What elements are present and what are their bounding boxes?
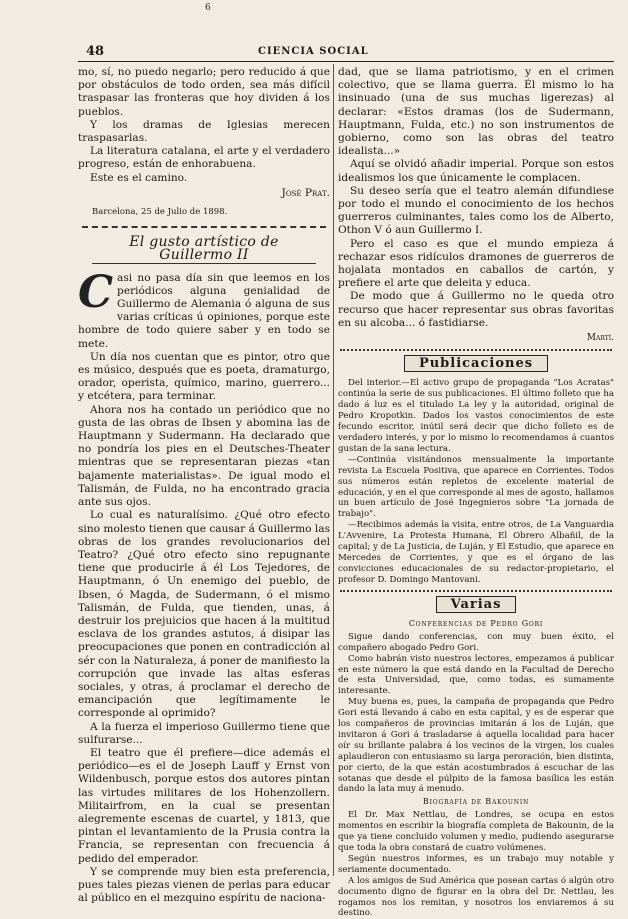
subheading: Biografía de Bakounin [422,797,530,807]
page-number: 48 [86,44,105,59]
ornamental-rule [340,590,612,592]
paragraph: asi no pasa día sin que leemos en los periódicos alguna genialidad de Guillermo de Alemania ó alguna de sus varias críticas ú opiniones, porque este hombre de todo quiere saber y en todo se mete. [78,271,330,350]
paragraph: Ahora nos ha contado un periódico que no gusta de las obras de Ibsen y abomina las de Hauptmann y Sudermann. Ha declarado que no pondría los pies en el Deutsches-Theater mientras que se representaran piezas «tan bajamente materialistas». De igual modo el Talismán, de Fulda, no ha encontrado gracia ante sus ojos. [78,403,330,509]
signature: José Prat. [281,186,330,199]
signature: Martí. [586,333,614,344]
dateline: Barcelona, 25 de Julio de 1898. [92,207,228,218]
section-heading-label: Varias [436,596,517,613]
section-heading-label: Publicaciones [404,355,548,372]
paragraph: La literatura catalana, el arte y el verdadero progreso, están de enhorabuena. [78,145,330,171]
paragraph: Un día nos cuentan que es pintor, otro que es músico, después que es poeta, dramaturgo, orador, operista, químico, marino, guerrero... y etcétera, para terminar. [78,350,330,403]
publicaciones-section [338,378,614,585]
left-column [78,66,330,905]
ornamental-rule [340,349,612,351]
paragraph: El teatro que él prefiere—dice además el periódico—es el de Joseph Lauff y Ernst von Wildenbusch, porque estos dos autores pintan las virtudes militares de los Hohenzollern. Militairfrom, en la cual se presentan alegremente escenas de cuartel, y 1813, que pintan el levantamiento de la Prusia contra la Francia, se representan con frecuencia á pedido del emperador. [78,746,330,865]
ornamental-rule [82,226,326,230]
section-heading-publicaciones [338,355,614,372]
paragraph: Y los dramas de Iglesias merecen traspasarlas. [78,118,330,145]
paragraph: Este es el camino. [90,171,188,184]
paragraph: mo, sí, no puedo negarlo; pero reducido á que por obstáculos de todo orden, sea más difícil traspasar las fronteras que hoy dividen á los pueblos. [78,66,330,118]
header-rule [78,61,614,62]
paragraph: A la fuerza el imperioso Guillermo tiene que sulfurarse... [78,720,330,746]
top-mark: 6 [205,3,211,13]
paragraph: Según nuestros informes, es un trabajo muy notable y seriamente documentado. [338,853,614,875]
paragraph: Aquí se olvidó añadir imperial. Porque son estos idealismos los que únicamente le complacen. [338,158,614,184]
section-heading-varias [338,596,614,613]
column-divider [333,64,334,876]
paragraph: Pero el caso es que el mundo empieza á rechazar esos ridículos dramones de guerreros de hojalata montados en caballos de cartón, y prefiere el arte que deleita y educa. [338,237,614,290]
paragraph: De modo que á Guillermo no le queda otro recurso que hacer representar sus obras favoritas en su alcoba... ó fastidiarse. [338,290,614,329]
article-title: El gusto artístico de Guillermo II [92,236,316,263]
drop-cap: C [78,266,114,318]
paragraph: Y se comprende muy bien esta preferencia, pues tales piezas vienen de perlas para educar al público en el mezquino espíritu de naciona- [78,865,330,905]
paragraph: —Recibimos además la visita, entre otros, de La Vanguardia L'Avvenire, La Protesta Humana, El Obrero Albañil, de la capital; y de La Justicia, de Luján, y El Estudio, que aparece en Mercedes de Corrientes, y que es el órgano de las convicciones educacionales de su redactor-propietario, el profesor D. Domingo Mantovani. [338,520,614,585]
paragraph: Muy buena es, pues, la campaña de propaganda que Pedro Gori está llevando á cabo en esta capital, y es de esperar que los compañeros de provincias imitarán á los de Luján, que invitaron á Gori á trasladarse á aquella localidad para hacer oír su brillante palabra á los vecinos de la virgen, los cuales aplaudieron con entusiasmo su larga peroración, bien distinta, por cierto, de la que están acostumbrados á escuchar de las sotanas que desde el púlpito de la famosa basílica les están dando la lata muy á menudo. [338,697,614,795]
paragraph: El Dr. Max Nettlau, de Londres, se ocupa en estos momentos en escribir la biografía completa de Bakounin, de la que ya tiene concluido volumen y medio, pudiendo asegurarse que toda la obra constará de cuatro volúmenes. [338,810,614,854]
paragraph: Como habrán visto nuestros lectores, empezamos á publicar en este número la que está dando en la Facultad de Derecho de esta Universidad, que, como todas, es sumamente interesante. [338,653,614,697]
paragraph: A los amigos de Sud América que posean cartas ó algún otro documento digno de figurar en la obra del Dr. Nettlau, les rogamos nos los remitan, y nosotros los enviaremos á su destino. [338,875,614,919]
subheading: Conferencias de Pedro Gori [408,618,544,628]
paragraph: —Continúa visitándonos mensualmente la importante revista La Escuela Positiva, que aparece en Corrientes. Todos sus números están repletos de excelente material de educación, y en el que corresponde al mes de agosto, hallamos un buen artículo de José Ingegnieros sobre "La jornada de trabajo". [338,454,614,520]
paragraph: Lo cual es naturalísimo. ¿Qué otro efecto sino molesto tienen que causar á Guillermo las obras de los grandes revolucionarios del Teatro? ¿Qué otro efecto sino repugnante tiene que producirle á él Los Tejedores, de Hauptmann, ó Un enemigo del pueblo, de Ibsen, ó Magda, de Sudermann, ó el mismo Talismán, de Fulda, que tienden, unas, á destruir los prejuicios que hacen á la multitud esclava de los grandes astutos, á disipar las preocupaciones que ponen en contradicción al sér con la Naturaleza, á poner de manifiesto la corrupción que invade las altas esferas sociales, y otras, á proclamar el derecho de emancipación que legítimamente le corresponde al oprimido? [78,509,331,720]
right-column [338,66,614,919]
varias-section [338,619,614,919]
paragraph: Sigue dando conferencias, con muy buen éxito, el compañero abogado Pedro Gori. [338,631,614,653]
running-title: CIENCIA SOCIAL [258,46,369,57]
paragraph: dad, que se llama patriotismo, y en el crimen colectivo, que se llama guerra. Él mismo lo ha insinuado (una de sus muchas ligerezas) al declarar: «Estos dramas (los de Sudermann, Hauptmann, Fulda, etc.) no son instrumentos de gobierno, como son las obras del teatro idealista...» [338,66,614,158]
paragraph: Del interior.—El activo grupo de propaganda "Los Acratas" continúa la serie de sus publicaciones. El último folleto que ha dado á luz es el titulado La ley y la autoridad, original de Pedro Kropotkin. Dados los vastos conocimientos de este fecundo escritor, inútil será decir que dicho folleto es de verdadero interés, y por lo mismo lo recomendamos á cuantos gustan de la sana lectura. [338,378,614,454]
paragraph: Su deseo sería que el teatro alemán difundiese por todo el mundo el conocimiento de los hechos guerreros culminantes, tales como los de Alberto, Othon V ó aun Guillermo I. [338,184,614,237]
